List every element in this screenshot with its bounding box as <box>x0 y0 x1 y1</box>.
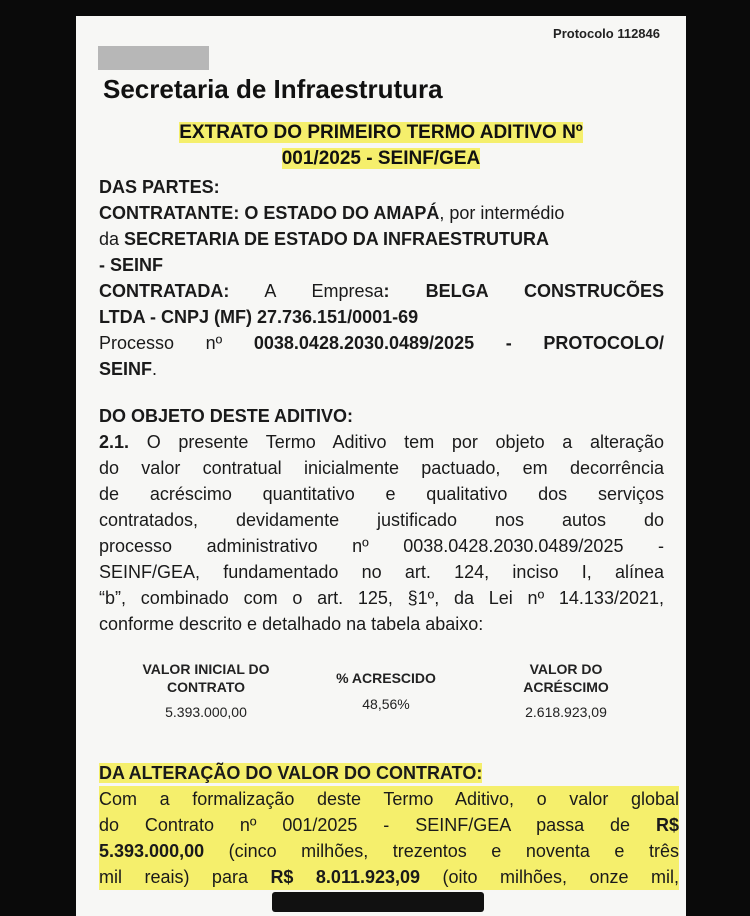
section-partes <box>99 174 664 382</box>
redacted-block <box>98 46 209 70</box>
col-acrescido <box>316 660 456 712</box>
seinf-line: - SEINF <box>99 255 164 275</box>
objeto-line: do valor contratual inicialmente pactuado, em decorrência <box>99 458 664 478</box>
alteracao-heading: DA ALTERAÇÃO DO VALOR DO CONTRATO: <box>99 763 483 783</box>
document-page <box>76 16 686 916</box>
col-header: % ACRESCIDO <box>336 670 436 686</box>
col-value: 48,56% <box>362 696 410 712</box>
secretariat-title: Secretaria de Infraestrutura <box>103 74 443 104</box>
col-valor-acrescimo <box>486 660 646 720</box>
partes-heading: DAS PARTES: <box>99 177 220 197</box>
objeto-line: conforme descrito e detalhado na tabela abaixo: <box>99 614 484 634</box>
col-header: VALOR INICIAL DO CONTRATO <box>142 661 270 695</box>
secretaria-line: da SECRETARIA DE ESTADO DA INFRAESTRUTURA <box>99 229 550 249</box>
objeto-line: SEINF/GEA, fundamentado no art. 124, inciso I, alínea <box>99 562 664 582</box>
col-valor-inicial <box>116 660 296 720</box>
objeto-heading: DO OBJETO DESTE ADITIVO: <box>99 406 354 426</box>
contratante-line: CONTRATANTE: O ESTADO DO AMAPÁ, por intermédio <box>99 203 565 223</box>
processo-line: Processo nº 0038.0428.2030.0489/2025 - PROTOCOLO/ <box>99 333 664 353</box>
objeto-line: 2.1. O presente Termo Aditivo tem por objeto a alteração <box>99 432 664 452</box>
section-alteracao <box>99 760 679 890</box>
objeto-line: processo administrativo nº 0038.0428.2030.0489/2025 - <box>99 536 664 556</box>
col-header: VALOR DO ACRÉSCIMO <box>523 661 609 695</box>
objeto-line: de acréscimo quantitativo e qualitativo dos serviços <box>99 484 664 504</box>
title-line-2: 001/2025 - SEINF/GEA <box>281 148 481 169</box>
title-line-1: EXTRATO DO PRIMEIRO TERMO ADITIVO Nº <box>179 122 583 143</box>
alteracao-line: do Contrato nº 001/2025 - SEINF/GEA passa de R$ <box>99 812 679 838</box>
processo-end-line: SEINF. <box>99 359 158 379</box>
col-value: 5.393.000,00 <box>165 704 247 720</box>
document-title <box>76 120 686 172</box>
contratada-line: CONTRATADA: A Empresa: BELGA CONSTRUCÕES <box>99 281 664 301</box>
section-objeto <box>99 403 664 637</box>
alteracao-line: 5.393.000,00 (cinco milhões, trezentos e noventa e três <box>99 838 679 864</box>
col-value: 2.618.923,09 <box>525 704 607 720</box>
alteracao-line: Com a formalização deste Termo Aditivo, o valor global <box>99 786 679 812</box>
protocol-number: Protocolo 112846 <box>553 26 660 41</box>
alteracao-line: mil reais) para R$ 8.011.923,09 (oito milhões, onze mil, <box>99 864 679 890</box>
cnpj-line: LTDA - CNPJ (MF) 27.736.151/0001-69 <box>99 307 419 327</box>
objeto-line: “b”, combinado com o art. 125, §1º, da Lei nº 14.133/2021, <box>99 588 664 608</box>
objeto-line: contratados, devidamente justificado nos autos do <box>99 510 664 530</box>
redacted-block <box>272 892 484 912</box>
